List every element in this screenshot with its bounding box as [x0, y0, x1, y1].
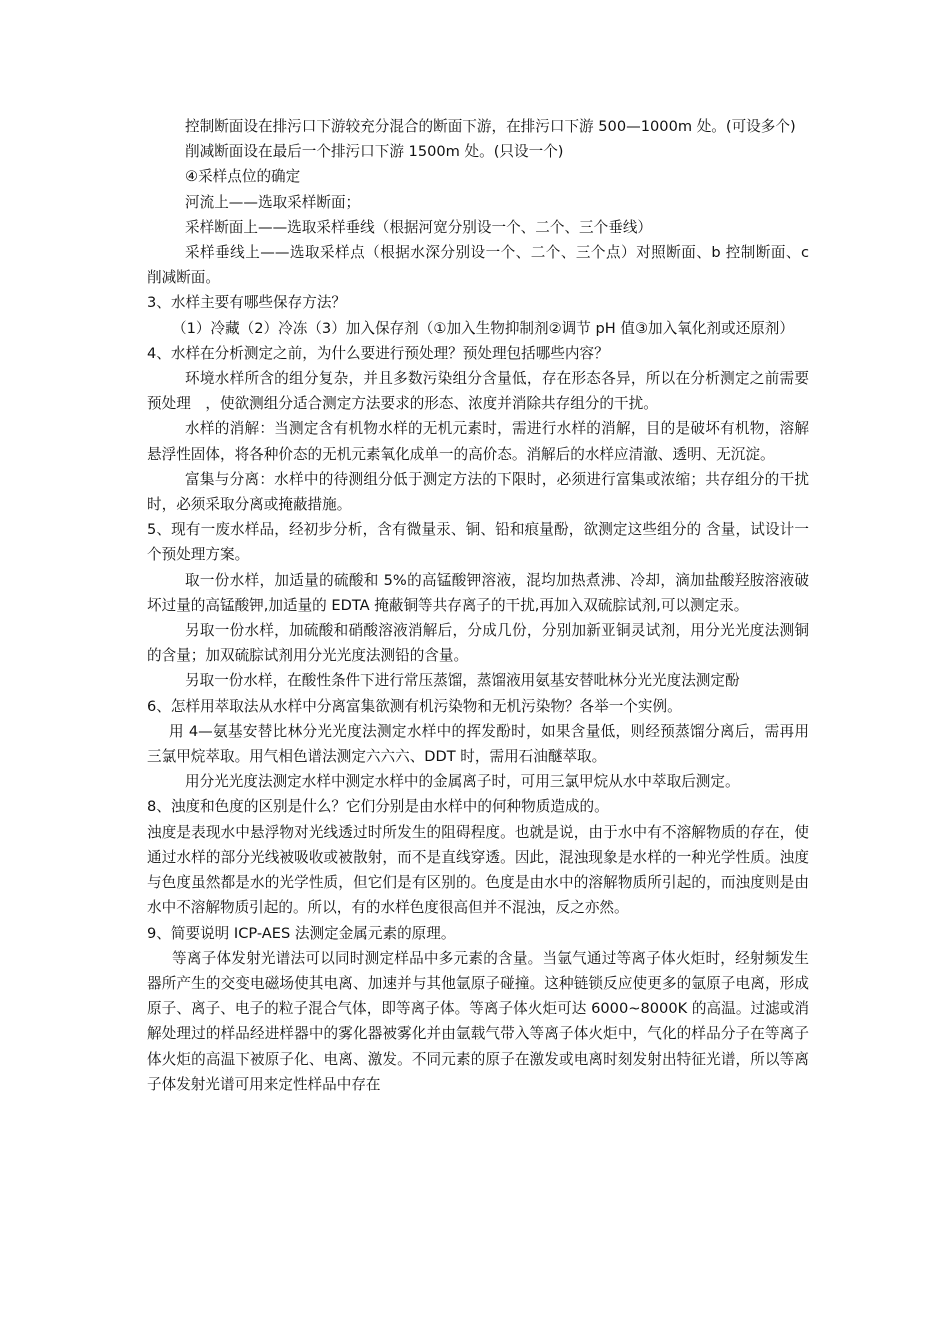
body-paragraph: 环境水样所含的组分复杂，并且多数污染组分含量低，存在形态各异，所以在分析测定之前需要预处理 ，使欲测组分适合测定方法要求的形态、浓度并消除共存组分的干扰。	[147, 370, 809, 413]
body-paragraph: 控制断面设在排污口下游较充分混合的断面下游，在排污口下游 500—1000m 处。(可设多个)	[185, 118, 796, 135]
body-paragraph: 用 4—氨基安替比林分光光度法测定水样中的挥发酚时，如果含量低，则经预蒸馏分离后，需再用三氯甲烷萃取。用气相色谱法测定六六六、DDT 时，需用石油醚萃取。	[147, 722, 809, 766]
question-heading: 4、水样在分析测定之前，为什么要进行预处理？预处理包括哪些内容？	[147, 344, 609, 362]
body-paragraph: 河流上——选取采样断面；	[185, 193, 361, 211]
question-heading: 6、怎样用萃取法从水样中分离富集欲测有机污染物和无机污染物？各举一个实例。	[147, 697, 682, 715]
body-paragraph: 削减断面设在最后一个排污口下游 1500m 处。(只设一个)	[185, 143, 564, 161]
question-heading: 3、水样主要有哪些保存方法？	[147, 294, 347, 312]
body-paragraph: 浊度是表现水中悬浮物对光线透过时所发生的阻碍程度。也就是说，由于水中有不溶解物质的存在，使通过水样的部分光线被吸收或被散射，而不是直线穿透。因此，混浊现象是水样的一种光学性质。浊度与色度虽然都是水的光学性质，但它们是有区别的。色度是由水中的溶解物质所引起的，而浊度则是由水中不溶解物质引起的。所以，有的水样色度很高但并不混浊，反之亦然。	[147, 823, 809, 917]
body-paragraph: 采样垂线上——选取采样点（根据水深分别设一个、二个、三个点）对照断面、b 控制断面、c 削减断面。	[147, 244, 809, 287]
body-paragraph: 等离子体发射光谱法可以同时测定样品中多元素的含量。当氩气通过等离子体火炬时，经射频发生器所产生的交变电磁场使其电离、加速并与其他氩原子碰撞。这种链锁反应使更多的氩原子电离，形成原子、离子、电子的粒子混合气体，即等离子体。等离子体火炬可达 6000~8000K 的高温。过滤或消解处理过的样品经进样器中的雾化器被雾化并由氩载气带入等离子体火炬中，气化的样品分子在等离子体火炬的高温下被原子化、电离、激发。不同元素的原子在激发或电离时刻发射出特征光谱，所以等离子体发射光谱可用来定性样品中存在	[147, 949, 809, 1093]
body-paragraph: 富集与分离：水样中的待测组分低于测定方法的下限时，必须进行富集或浓缩；共存组分的干扰时，必须采取分离或掩蔽措施。	[147, 470, 809, 514]
document-body	[147, 114, 809, 1097]
question-heading: 9、简要说明 ICP-AES 法测定金属元素的原理。	[147, 924, 456, 942]
body-paragraph: 另取一份水样，加硫酸和硝酸溶液消解后，分成几份，分别加新亚铜灵试剂，用分光光度法测铜的含量；加双硫腙试剂用分光光度法测铅的含量。	[147, 622, 809, 665]
body-paragraph: ④采样点位的确定	[185, 168, 301, 186]
body-paragraph: 水样的消解：当测定含有机物水样的无机元素时，需进行水样的消解，目的是破坏有机物，溶解悬浮性固体，将各种价态的无机元素氧化成单一的高价态。消解后的水样应清澈、透明、无沉淀。	[147, 420, 809, 463]
question-heading: 8、浊度和色度的区别是什么？它们分别是由水样中的何种物质造成的。	[147, 798, 609, 816]
body-paragraph: 取一份水样，加适量的硫酸和 5%的高锰酸钾溶液，混均加热煮沸、冷却，滴加盐酸羟胺溶液破坏过量的高锰酸钾,加适量的 EDTA 掩蔽铜等共存离子的干扰,再加入双硫腙试剂,可以测定汞。	[147, 571, 809, 614]
body-paragraph: （1）冷藏（2）冷冻（3）加入保存剂（①加入生物抑制剂②调节 pH 值③加入氧化剂或还原剂）	[172, 319, 794, 337]
question-heading: 5、现有一废水样品，经初步分析，含有微量汞、铜、铅和痕量酚，欲测定这些组分的 含量，试设计一个预处理方案。	[147, 521, 809, 564]
body-paragraph: 用分光光度法测定水样中测定水样中的金属离子时，可用三氯甲烷从水中萃取后测定。	[185, 773, 740, 791]
body-paragraph: 另取一份水样，在酸性条件下进行常压蒸馏，蒸馏液用氨基安替吡林分光光度法测定酚	[185, 672, 740, 690]
body-paragraph: 采样断面上——选取采样垂线（根据河宽分别设一个、二个、三个垂线）	[185, 218, 653, 236]
